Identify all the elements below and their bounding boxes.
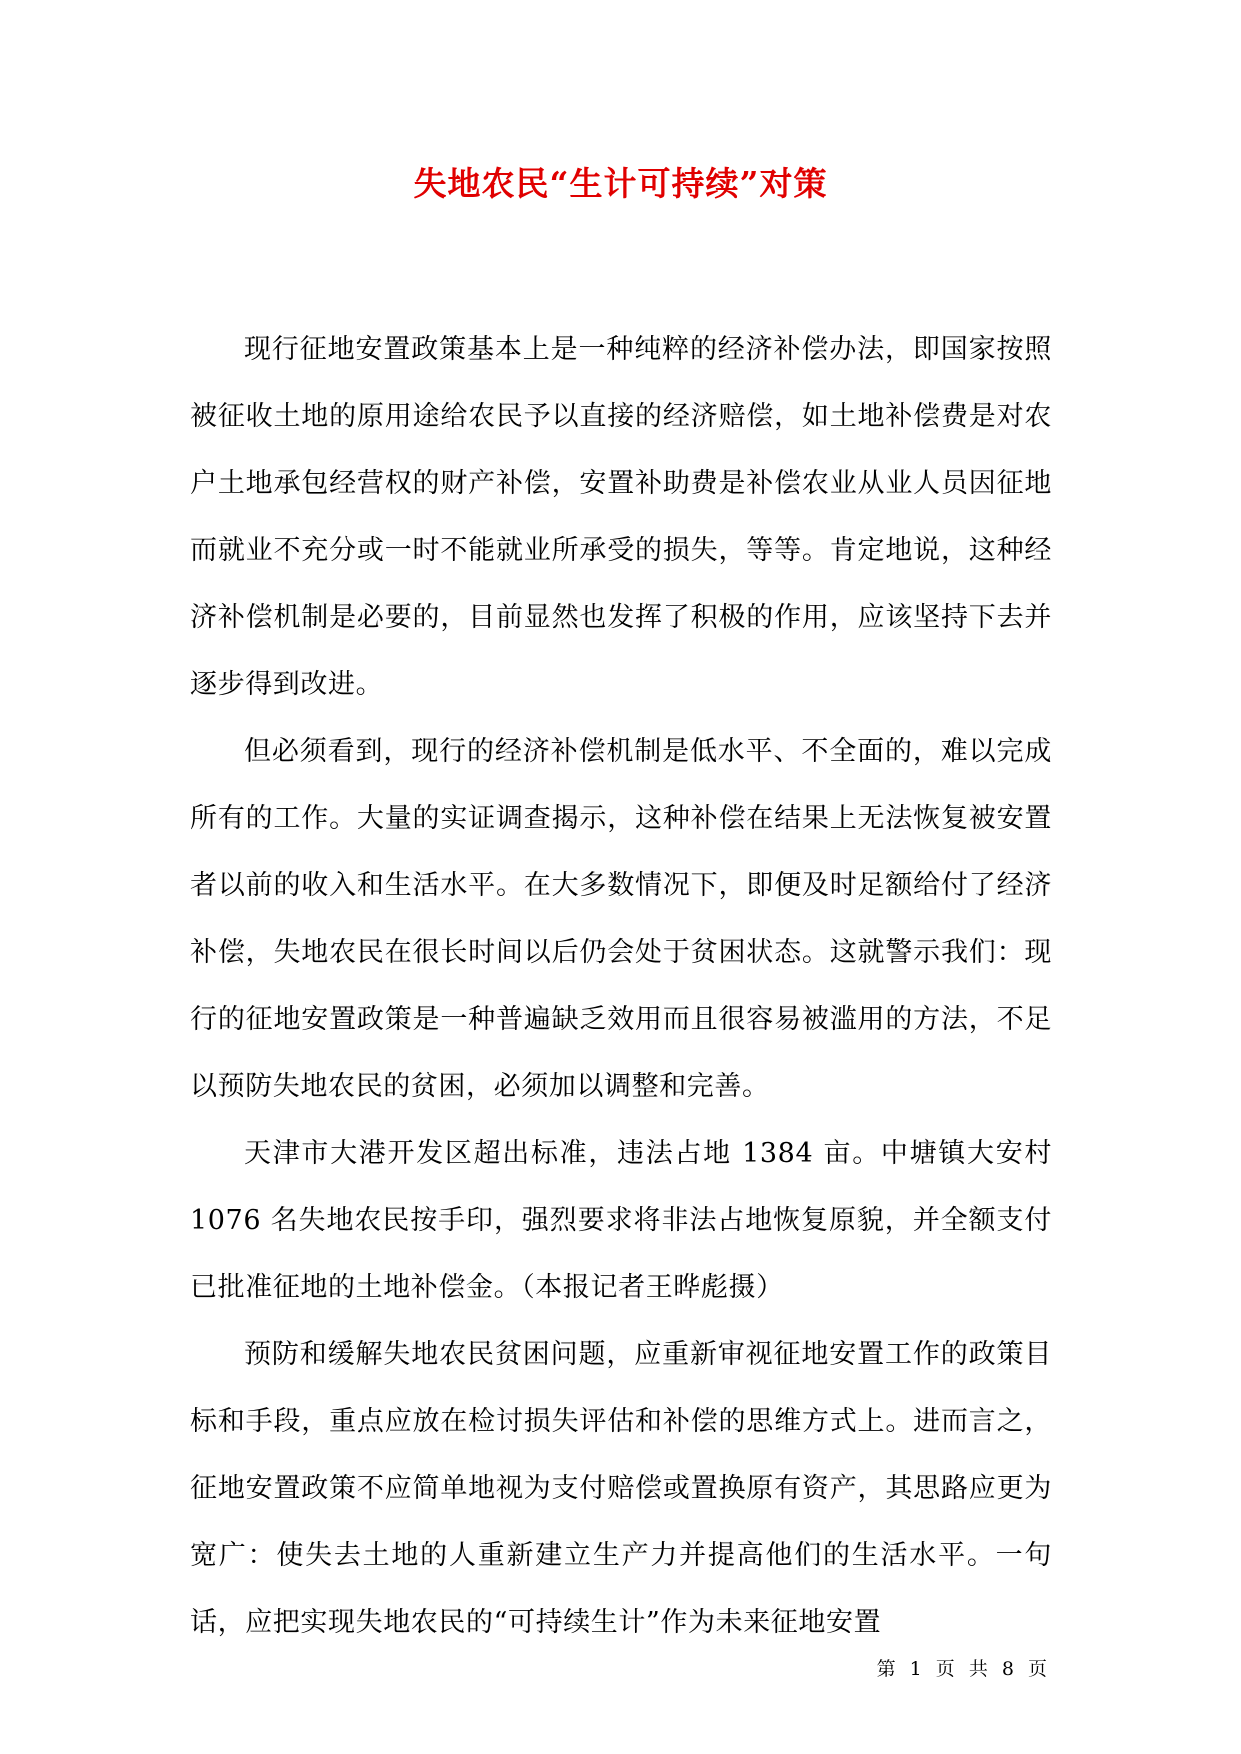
page-number-footer: 第 1 页 共 8 页: [876, 1658, 1051, 1680]
paragraph-1: 现行征地安置政策基本上是一种纯粹的经济补偿办法，即国家按照被征收土地的原用途给农民予以直接的经济赔偿，如土地补偿费是对农户土地承包经营权的财产补偿，安置补助费是补偿农业从业人员因征地而就业不充分或一时不能就业所承受的损失，等等。肯定地说，这种经济补偿机制是必要的，目前显然也发挥了积极的作用，应该坚持下去并逐步得到改进。: [190, 334, 1052, 700]
document-title: 失地农民“生计可持续”对策: [413, 164, 828, 203]
paragraph-2: 但必须看到，现行的经济补偿机制是低水平、不全面的，难以完成所有的工作。大量的实证调查揭示，这种补偿在结果上无法恢复被安置者以前的收入和生活水平。在大多数情况下，即便及时足额给付了经济补偿，失地农民在很长时间以后仍会处于贫困状态。这就警示我们：现行的征地安置政策是一种普遍缺乏效用而且很容易被滥用的方法，不足以预防失地农民的贫困，必须加以调整和完善。: [190, 736, 1052, 1102]
paragraph-3: 天津市大港开发区超出标准，违法占地 1384 亩。中塘镇大安村 1076 名失地农民按手印，强烈要求将非法占地恢复原貌，并全额支付已批准征地的土地补偿金。（本报记者王晔彪摄）: [190, 1138, 1052, 1303]
document-body: [190, 316, 1052, 1656]
paragraph-4: 预防和缓解失地农民贫困问题，应重新审视征地安置工作的政策目标和手段，重点应放在检讨损失评估和补偿的思维方式上。进而言之，征地安置政策不应简单地视为支付赔偿或置换原有资产，其思路应更为宽广：使失去土地的人重新建立生产力并提高他们的生活水平。一句话，应把实现失地农民的“可持续生计”作为未来征地安置: [190, 1339, 1052, 1638]
